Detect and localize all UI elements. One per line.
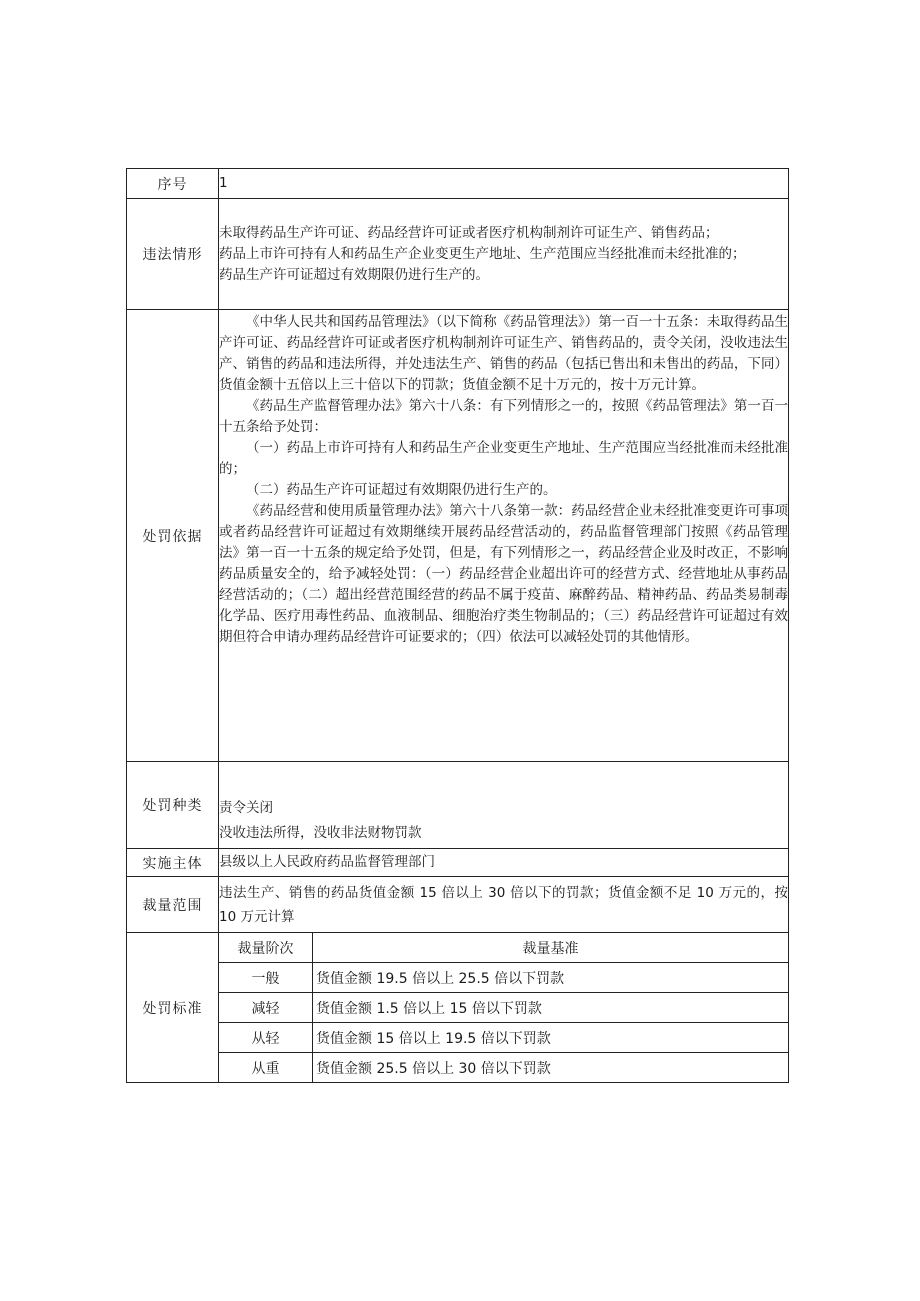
header-basis: 裁量基准 xyxy=(313,933,789,963)
basis-paragraph: （一）药品上市许可持有人和药品生产企业变更生产地址、生产范围应当经批准而未经批准的； xyxy=(219,440,788,477)
basis-paragraph: （二）药品生产许可证超过有效期限仍进行生产的。 xyxy=(246,482,557,498)
row-violation xyxy=(127,199,789,310)
basis-paragraph: 《中华人民共和国药品管理法》（以下简称《药品管理法》）第一百一十五条：未取得药品生产许可证、药品经营许可证或者医疗机构制剂许可证生产、销售药品的，责令关闭，没收违法生产、销售的药品和违法所得，并处违法生产、销售的药品（包括已售出和未售出的药品，下同）货值金额十五倍以上三十倍以下的罚款；货值金额不足十万元的，按十万元计算。 xyxy=(219,314,788,393)
violation-content xyxy=(219,199,789,310)
penalty-table xyxy=(126,168,789,1083)
standard-basis: 货值金额 15 倍以上 19.5 倍以下罚款 xyxy=(313,1023,789,1053)
standard-cell xyxy=(219,933,789,1083)
row-range xyxy=(127,877,789,933)
violation-line: 药品上市许可持有人和药品生产企业变更生产地址、生产范围应当经批准而未经批准的； xyxy=(219,245,746,262)
type-content xyxy=(219,762,789,849)
standard-level: 一般 xyxy=(219,963,313,993)
label-range: 裁量范围 xyxy=(127,877,219,933)
basis-content xyxy=(219,310,789,762)
label-seq: 序号 xyxy=(127,169,219,199)
standard-basis: 货值金额 19.5 倍以上 25.5 倍以下罚款 xyxy=(313,963,789,993)
standard-basis: 货值金额 25.5 倍以上 30 倍以下罚款 xyxy=(313,1053,789,1083)
standard-level: 减轻 xyxy=(219,993,313,1023)
penalty-table-sheet xyxy=(126,168,788,1083)
value-authority: 县级以上人民政府药品监督管理部门 xyxy=(219,849,789,877)
row-authority xyxy=(127,849,789,877)
standard-row xyxy=(219,993,788,1023)
type-line: 责令关闭 xyxy=(219,800,273,816)
standard-level: 从重 xyxy=(219,1053,313,1083)
value-range: 违法生产、销售的药品货值金额 15 倍以上 30 倍以下的罚款；货值金额不足 10 万元的，按 10 万元计算 xyxy=(219,877,789,933)
label-basis: 处罚依据 xyxy=(127,310,219,762)
violation-line: 未取得药品生产许可证、药品经营许可证或者医疗机构制剂许可证生产、销售药品； xyxy=(219,224,719,241)
row-standard xyxy=(127,933,789,1083)
standard-level: 从轻 xyxy=(219,1023,313,1053)
label-violation: 违法情形 xyxy=(127,199,219,310)
standard-row xyxy=(219,1023,788,1053)
label-type: 处罚种类 xyxy=(127,762,219,849)
standard-header-row xyxy=(219,933,788,963)
standard-subtable xyxy=(219,933,788,1082)
standard-basis: 货值金额 1.5 倍以上 15 倍以下罚款 xyxy=(313,993,789,1023)
row-seq xyxy=(127,169,789,199)
label-authority: 实施主体 xyxy=(127,849,219,877)
basis-paragraph: 《药品生产监督管理办法》第六十八条：有下列情形之一的，按照《药品管理法》第一百一十五条给予处罚： xyxy=(219,398,788,435)
type-line: 没收违法所得，没收非法财物罚款 xyxy=(219,825,422,841)
standard-row xyxy=(219,963,788,993)
row-type xyxy=(127,762,789,849)
value-seq: 1 xyxy=(219,169,789,199)
label-standard: 处罚标准 xyxy=(127,933,219,1083)
violation-line: 药品生产许可证超过有效期限仍进行生产的。 xyxy=(219,266,489,283)
header-level: 裁量阶次 xyxy=(219,933,313,963)
row-basis xyxy=(127,310,789,762)
basis-paragraph: 《药品经营和使用质量管理办法》第六十八条第一款：药品经营企业未经批准变更许可事项或者药品经营许可证超过有效期继续开展药品经营活动的，药品监督管理部门按照《药品管理法》第一百一十五条的规定给予处罚，但是，有下列情形之一，药品经营企业及时改正，不影响药品质量安全的，给予减轻处罚：（一）药品经营企业超出许可的经营方式、经营地址从事药品经营活动的；（二）超出经营范围经营的药品不属于疫苗、麻醉药品、精神药品、药品类易制毒化学品、医疗用毒性药品、血液制品、细胞治疗类生物制品的；（三）药品经营许可证超过有效期但符合申请办理药品经营许可证要求的；（四）依法可以减轻处罚的其他情形。 xyxy=(219,503,788,645)
standard-row xyxy=(219,1053,788,1083)
